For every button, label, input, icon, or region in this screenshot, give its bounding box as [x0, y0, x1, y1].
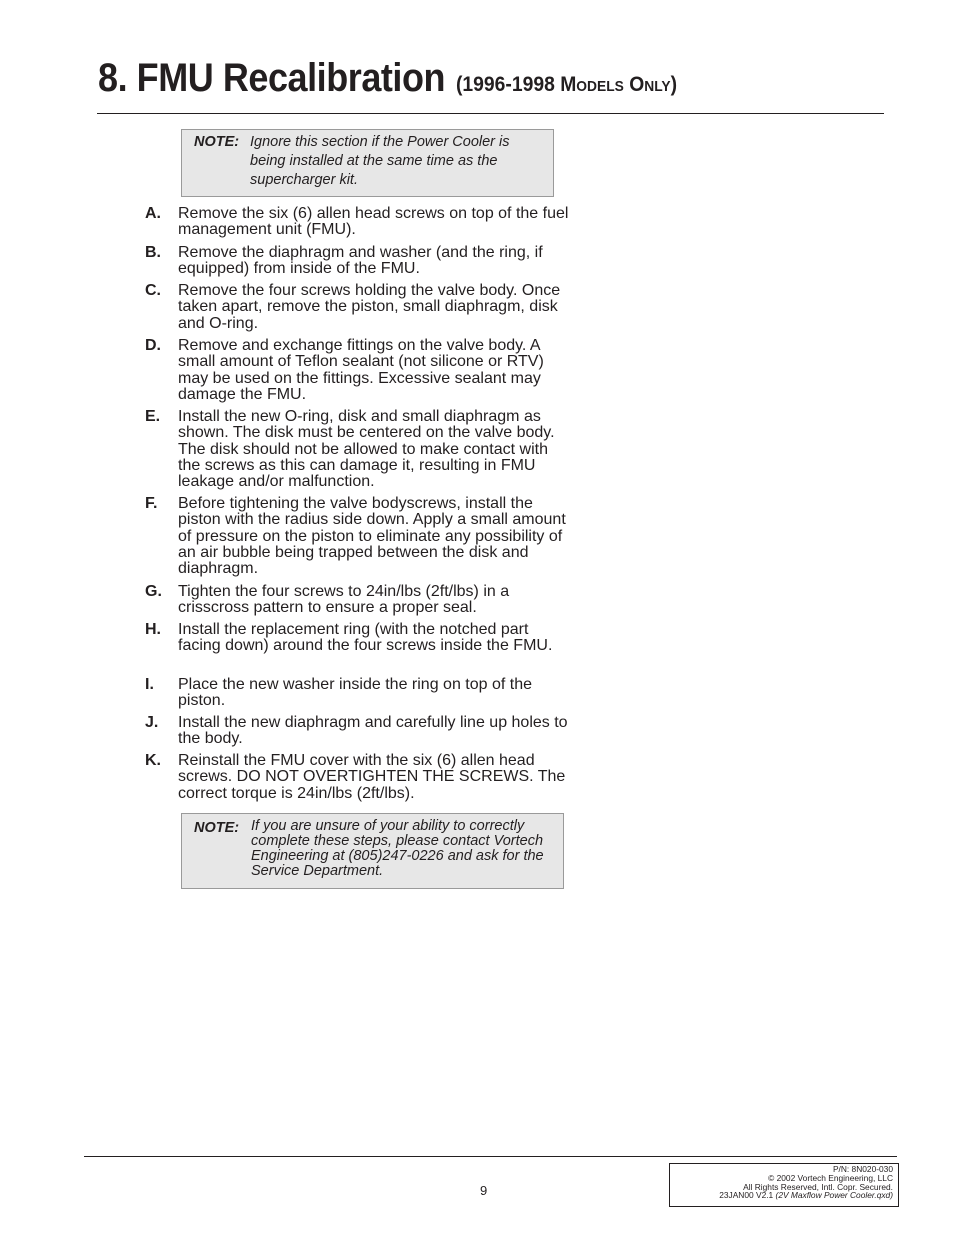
- list-item: [145, 338, 570, 409]
- list-item: [145, 677, 570, 715]
- step-letter: F.: [145, 495, 158, 512]
- copyright: © 2002 Vortech Engineering, LLC: [768, 1172, 893, 1183]
- note-label: NOTE:: [194, 134, 240, 150]
- rights-reserved: All Rights Reserved, Intl. Copr. Secured.: [743, 1181, 893, 1192]
- page-title: [98, 58, 696, 98]
- note-box-bottom: [181, 813, 564, 889]
- step-text: Remove the diaphragm and washer (and the ring, if equipped) from inside of the FMU.: [178, 244, 543, 278]
- step-text: Reinstall the FMU cover with the six (6) allen head screws. DO NOT OVERTIGHTEN THE SCREWS. The correct torque is 24in/lbs (2ft/lbs).: [178, 752, 566, 802]
- list-item: [145, 753, 570, 808]
- step-letter: D.: [145, 337, 161, 354]
- note-text: Ignore this section if the Power Cooler is being installed at the same time as the supercharger kit.: [250, 134, 510, 188]
- step-letter: G.: [145, 583, 162, 600]
- steps-list: [145, 206, 570, 808]
- note-text: If you are unsure of your ability to correctly complete these steps, please contact Vortech Engineering at (805)247-0226 and ask for the Service Department.: [251, 818, 544, 879]
- step-letter: H.: [145, 621, 161, 638]
- step-text: Before tightening the valve bodyscrews, install the piston with the radius side down. Apply a small amount of pressure on the piston to eliminate any possibility of an air bubble being trapped between the disk and diaphragm.: [178, 495, 566, 578]
- step-text: Remove the four screws holding the valve body. Once taken apart, remove the piston, small diaphragm, disk and O-ring.: [178, 282, 561, 332]
- title-subtitle: (1996-1998 MODELS ONLY): [455, 73, 677, 96]
- note-label: NOTE:: [194, 820, 240, 836]
- note-box-top: [181, 129, 554, 197]
- document-info-box: [669, 1163, 899, 1207]
- list-item: [145, 715, 570, 753]
- step-letter: A.: [145, 205, 161, 222]
- part-number: P/N: 8N020-030: [832, 1164, 893, 1174]
- list-item: [145, 206, 570, 245]
- list-item: [145, 409, 570, 496]
- page-number: 9: [480, 1183, 488, 1198]
- list-item: [145, 584, 570, 622]
- list-item: [145, 496, 570, 584]
- step-text: Place the new washer inside the ring on top of the piston.: [178, 676, 532, 710]
- version: 23JAN00 V2.1: [719, 1190, 774, 1201]
- step-text: Remove and exchange fittings on the valve body. A small amount of Teflon sealant (not silicone or RTV) may be used on the fittings. Excessive sealant may damage the FMU.: [178, 337, 544, 403]
- step-letter: I.: [145, 676, 154, 693]
- filename: (2V Maxflow Power Cooler.qxd): [775, 1190, 893, 1201]
- step-text: Tighten the four screws to 24in/lbs (2ft/lbs) in a crisscross pattern to ensure a proper seal.: [178, 583, 510, 617]
- title-main: 8. FMU Recalibration: [98, 56, 446, 100]
- step-letter: B.: [145, 244, 161, 261]
- step-text: Remove the six (6) allen head screws on top of the fuel management unit (FMU).: [178, 205, 569, 239]
- step-letter: J.: [145, 714, 159, 731]
- list-item: [145, 622, 570, 677]
- step-letter: K.: [145, 752, 161, 769]
- footer-divider: [84, 1156, 897, 1157]
- step-text: Install the new diaphragm and carefully line up holes to the body.: [178, 714, 568, 748]
- list-item: [145, 245, 570, 283]
- step-text: Install the new O-ring, disk and small diaphragm as shown. The disk must be centered on the valve body. The disk should not be allowed to make contact with the screws as this can damage it, resulting in FMU leakage and/or malfunction.: [178, 408, 555, 491]
- step-text: Install the replacement ring (with the notched part facing down) around the four screws inside the FMU.: [178, 621, 553, 655]
- header-divider: [97, 113, 884, 114]
- step-letter: C.: [145, 282, 161, 299]
- list-item: [145, 283, 570, 338]
- version-line: [674, 1191, 893, 1200]
- step-letter: E.: [145, 408, 161, 425]
